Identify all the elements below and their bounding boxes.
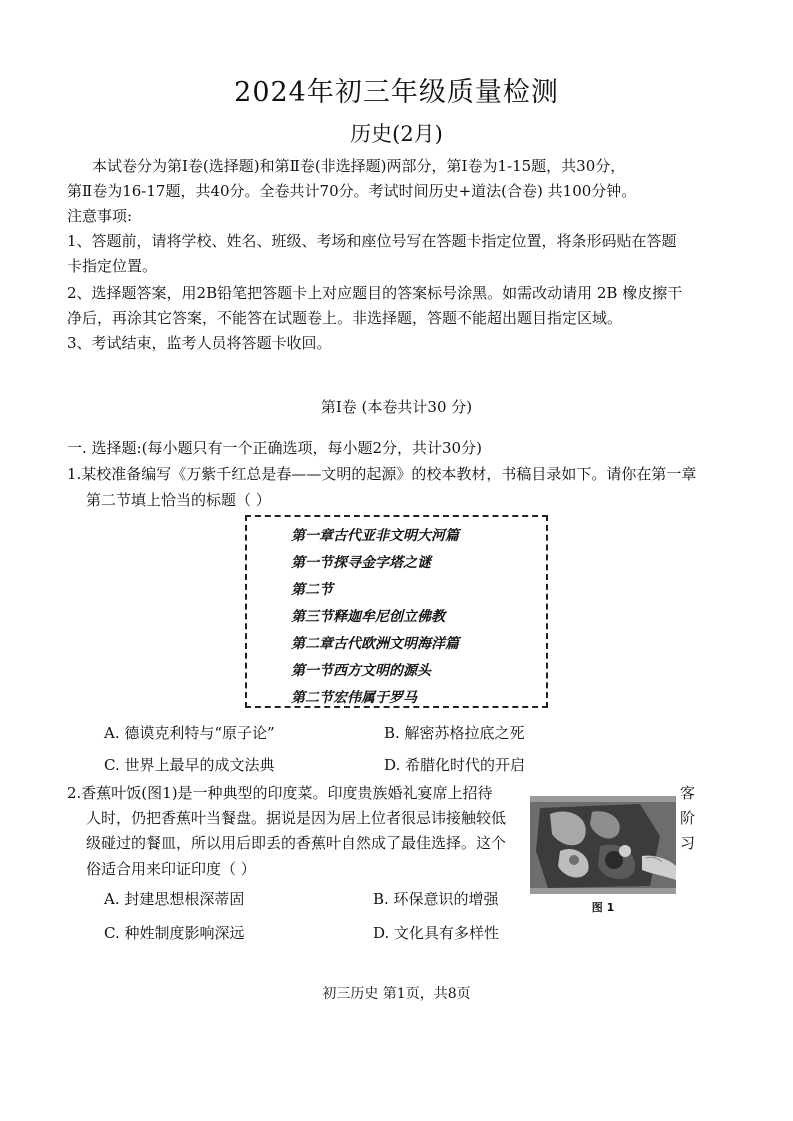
question-1-option-d: D. 希腊化时代的开启: [384, 756, 526, 774]
note-1-line-2: 卡指定位置。: [67, 257, 158, 275]
subject-title: 历史(2月): [350, 122, 443, 146]
question-2-stem-line-1-end: 客: [680, 784, 696, 802]
note-1-line-1: 1、答题前，请将学校、姓名、班级、考场和座位号写在答题卡指定位置，将条形码贴在答题: [67, 232, 677, 250]
page-title: 2024年初三年级质量检测: [234, 77, 559, 108]
question-2-stem-line-2: 人时，仍把香蕉叶当餐盘。据说是因为居上位者很忌讳接触较低: [86, 809, 507, 827]
question-1-stem-line-2: 第二节填上恰当的标题（ ）: [86, 491, 271, 509]
question-2-stem-line-3-end: 习: [680, 834, 696, 852]
question-1-option-c: C. 世界上最早的成文法典: [104, 756, 275, 774]
question-2-option-b: B. 环保意识的增强: [373, 890, 499, 908]
question-1-option-b: B. 解密苏格拉底之死: [384, 724, 525, 742]
toc-line: 第二节: [291, 582, 333, 598]
table-of-contents-box: [245, 515, 548, 708]
question-2-option-d: D. 文化具有多样性: [373, 924, 500, 942]
banana-leaf-meal-photo: [530, 796, 676, 894]
question-2-stem-line-1: 2.香蕉叶饭(图1)是一种典型的印度菜。印度贵族婚礼宴席上招待: [67, 784, 493, 802]
notes-heading: 注意事项:: [67, 207, 133, 225]
intro-line-2: 第Ⅱ卷为16-17题，共40分。全卷共计70分。考试时间历史+道法(合卷) 共100分钟。: [67, 182, 637, 200]
note-2-line-1: 2、选择题答案，用2B铅笔把答题卡上对应题目的答案标号涂黑。如需改动请用 2B 橡皮擦干: [67, 284, 683, 302]
page-footer: 初三历史 第1页，共8页: [322, 986, 471, 1002]
question-1-stem-line-1: 1.某校准备编写《万紫千红总是春——文明的起源》的校本教材，书稿目录如下。请你在第一章: [67, 465, 697, 483]
intro-line-1: 本试卷分为第Ⅰ卷(选择题)和第Ⅱ卷(非选择题)两部分，第Ⅰ卷为1-15题，共30分，: [92, 157, 626, 175]
part-1-heading: 第Ⅰ卷 (本卷共计30 分): [320, 398, 473, 416]
toc-line: 第一节探寻金字塔之谜: [291, 555, 431, 571]
toc-line: 第一章古代亚非文明大河篇: [291, 528, 459, 544]
question-2-option-a: A. 封建思想根深蒂固: [104, 890, 245, 908]
question-2-stem-line-2-end: 阶: [680, 809, 696, 827]
section-heading: 一. 选择题:(每小题只有一个正确选项，每小题2分，共计30分): [67, 439, 482, 457]
question-1-option-a: A. 德谟克利特与“原子论”: [104, 724, 275, 742]
note-2-line-2: 净后，再涂其它答案，不能答在试题卷上。非选择题，答题不能超出题目指定区域。: [67, 309, 623, 327]
toc-line: 第一节西方文明的源头: [291, 663, 431, 679]
toc-line: 第二节宏伟属于罗马: [291, 690, 417, 706]
note-3: 3、考试结束，监考人员将答题卡收回。: [67, 334, 332, 352]
toc-line: 第三节释迦牟尼创立佛教: [291, 609, 445, 625]
figure-caption: 图 1: [591, 901, 615, 914]
question-2-option-c: C. 种姓制度影响深远: [104, 924, 245, 942]
question-2-stem-line-3: 级碰过的餐皿，所以用后即丢的香蕉叶自然成了最佳选择。这个: [86, 834, 507, 852]
toc-line: 第二章古代欧洲文明海洋篇: [291, 636, 459, 652]
question-2-stem-line-4: 俗适合用来印证印度（ ）: [86, 860, 256, 878]
